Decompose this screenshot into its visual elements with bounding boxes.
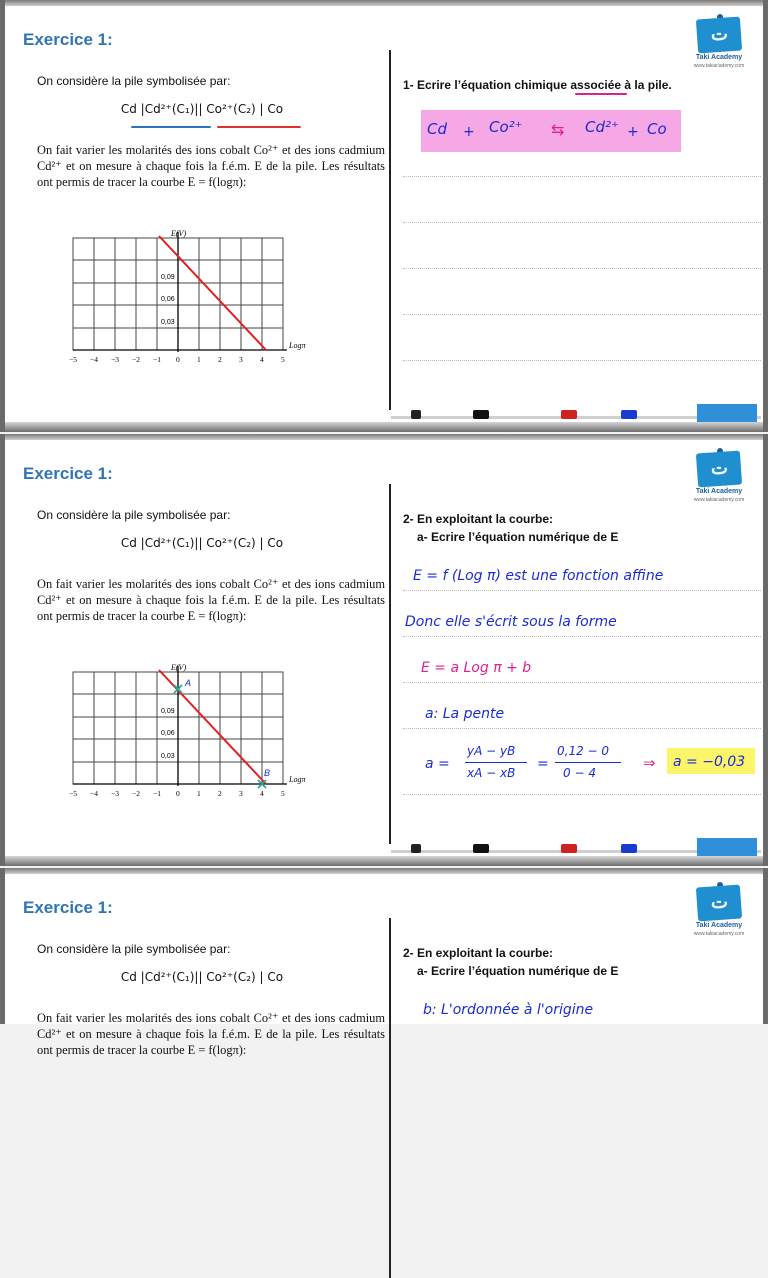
- pen-icon: [621, 410, 637, 419]
- slide-3[interactable]: [0, 868, 768, 1057]
- pen-icon: [561, 410, 577, 419]
- slide-frame-top: [5, 0, 763, 6]
- cell-notation: Cd |Cd²⁺(C₁)|| Co²⁺(C₂) | Co: [120, 970, 284, 984]
- slide-frame-bottom: [5, 856, 763, 866]
- logo-brand: Taki Academy: [695, 922, 743, 929]
- pen-icon: [411, 410, 421, 419]
- answer-equals: =: [537, 756, 549, 772]
- eq-co-ion: Co²⁺: [489, 118, 523, 136]
- intro-text: On considère la pile symbolisée par:: [37, 74, 231, 88]
- fraction-1-denominator: xA − xB: [467, 766, 516, 780]
- fraction-2-bar: [555, 762, 621, 763]
- x-tick: −1: [153, 789, 161, 798]
- ruled-line: [403, 314, 761, 315]
- marker-box-icon: [697, 404, 757, 422]
- x-tick: 1: [197, 355, 201, 364]
- x-tick: 2: [218, 355, 222, 364]
- eq-arrow: ⇆: [551, 120, 565, 139]
- slide-title: Exercice 1:: [23, 30, 113, 49]
- eq-cd: Cd: [427, 120, 447, 138]
- x-tick: −3: [111, 355, 119, 364]
- y-tick-0-06: 0,06: [161, 730, 175, 737]
- logo-glyph: ت: [711, 458, 728, 478]
- x-tick: −2: [132, 789, 140, 798]
- eq-co: Co: [647, 120, 667, 138]
- underline-red: [217, 126, 301, 128]
- x-tick: −5: [69, 355, 77, 364]
- x-tick: −1: [153, 355, 161, 364]
- logo-glyph: ت: [711, 24, 728, 44]
- x-tick: 4: [260, 789, 264, 798]
- x-tick: −4: [90, 789, 98, 798]
- cell-notation: Cd |Cd²⁺(C₁)|| Co²⁺(C₂) | Co: [120, 102, 284, 116]
- answer-line-2: Donc elle s'écrit sous la forme: [405, 614, 617, 630]
- ruled-line: [403, 222, 761, 223]
- slide-title: Exercice 1:: [23, 898, 113, 917]
- fraction-2-numerator: 0,12 − 0: [557, 744, 610, 758]
- logo-glyph: ت: [711, 892, 728, 912]
- answer-line-b: b: L'ordonnée à l'origine: [423, 1002, 594, 1018]
- answer-a-label: a =: [425, 756, 450, 772]
- y-tick-0-06: 0,06: [161, 296, 175, 303]
- intro-text: On considère la pile symbolisée par:: [37, 942, 231, 956]
- y-axis-label: E(V): [171, 663, 187, 672]
- x-tick: 3: [239, 789, 243, 798]
- intro-text: On considère la pile symbolisée par:: [37, 508, 231, 522]
- answer-result: a = −0,03: [673, 754, 746, 770]
- ruled-line: [403, 176, 761, 177]
- question-2: 2- En exploitant la courbe:: [403, 946, 554, 960]
- x-axis-label: Logπ: [289, 775, 306, 784]
- slide-frame-top: [5, 434, 763, 440]
- x-tick: −3: [111, 789, 119, 798]
- pen-icon: [473, 410, 489, 419]
- question-2: 2- En exploitant la courbe:: [403, 512, 554, 526]
- eq-plus: +: [627, 124, 639, 140]
- y-tick-0-09: 0,09: [161, 708, 175, 715]
- y-tick-0-03: 0,03: [161, 319, 175, 326]
- x-tick: 5: [281, 789, 285, 798]
- underline-blue: [131, 126, 211, 128]
- x-tick: −4: [90, 355, 98, 364]
- slide-title: Exercice 1:: [23, 464, 113, 483]
- pen-icon: [473, 844, 489, 853]
- ruled-line: [403, 682, 761, 683]
- pen-icon: [621, 844, 637, 853]
- y-axis-label: E(V): [171, 229, 187, 238]
- taki-academy-logo: [689, 448, 749, 506]
- ruled-line: [403, 728, 761, 729]
- problem-paragraph: On fait varier les molarités des ions cobalt Co²⁺ et des ions cadmium Cd²⁺ et on mesure à chaque fois la f.é.m. E de la pile. Les résultats ont permis de tracer la courbe E = f(logπ):: [37, 143, 385, 189]
- slide-1[interactable]: [0, 0, 768, 432]
- pen-icon: [561, 844, 577, 853]
- x-tick: 5: [281, 355, 285, 364]
- underline-pink: [575, 93, 627, 95]
- y-tick-0-03: 0,03: [161, 753, 175, 760]
- cell-notation: Cd |Cd²⁺(C₁)|| Co²⁺(C₂) | Co: [120, 536, 284, 550]
- answer-line-1: E = f (Log π) est une fonction affine: [413, 568, 664, 584]
- question-2a: a- Ecrire l’équation numérique de E: [417, 964, 619, 978]
- logo-site: www.takiacademy.com: [693, 931, 745, 937]
- taki-academy-logo: [689, 882, 749, 940]
- x-tick: 4: [260, 355, 264, 364]
- eq-plus: +: [463, 124, 475, 140]
- e-vs-logpi-graph: [61, 662, 306, 804]
- ruled-line: [403, 590, 761, 591]
- pen-icon: [411, 844, 421, 853]
- question-1: 1- Ecrire l’équation chimique associée à la pile.: [403, 78, 672, 92]
- problem-paragraph: On fait varier les molarités des ions cobalt Co²⁺ et des ions cadmium Cd²⁺ et on mesure à chaque fois la f.é.m. E de la pile. Les résultats ont permis de tracer la courbe E = f(logπ):: [37, 577, 385, 623]
- e-vs-logpi-graph: [61, 228, 306, 370]
- problem-paragraph: On fait varier les molarités des ions cobalt Co²⁺ et des ions cadmium Cd²⁺ et on mesure à chaque fois la f.é.m. E de la pile. Les résultats ont permis de tracer la courbe E = f(logπ):: [37, 1011, 385, 1057]
- marker-box-icon: [697, 838, 757, 856]
- slide-2[interactable]: [0, 434, 768, 866]
- question-2a: a- Ecrire l’équation numérique de E: [417, 530, 619, 544]
- column-divider: [389, 918, 391, 1278]
- column-divider: [389, 484, 391, 844]
- fraction-2-denominator: 0 − 4: [563, 766, 596, 780]
- logo-site: www.takiacademy.com: [693, 63, 745, 69]
- answer-line-3: E = a Log π + b: [421, 660, 532, 676]
- logo-site: www.takiacademy.com: [693, 497, 745, 503]
- point-a-label: A: [185, 678, 192, 688]
- ruled-line: [403, 268, 761, 269]
- x-tick: 0: [176, 789, 180, 798]
- x-tick: 3: [239, 355, 243, 364]
- graph-2: [61, 662, 306, 809]
- x-tick: 1: [197, 789, 201, 798]
- x-axis-label: Logπ: [289, 341, 306, 350]
- implies-arrow: ⇒: [643, 754, 656, 772]
- logo-brand: Taki Academy: [695, 54, 743, 61]
- x-tick: −5: [69, 789, 77, 798]
- graph-1: [61, 228, 306, 375]
- ruled-line: [403, 636, 761, 637]
- x-tick: 0: [176, 355, 180, 364]
- fraction-1-numerator: yA − yB: [467, 744, 516, 758]
- answer-line-4: a: La pente: [425, 706, 505, 722]
- slide-frame-top: [5, 868, 763, 874]
- eq-cd-ion: Cd²⁺: [585, 118, 619, 136]
- x-tick: −2: [132, 355, 140, 364]
- x-tick: 2: [218, 789, 222, 798]
- slide-frame-bottom: [5, 422, 763, 432]
- fraction-1-bar: [465, 762, 527, 763]
- column-divider: [389, 50, 391, 410]
- ruled-line: [403, 360, 761, 361]
- y-tick-0-09: 0,09: [161, 274, 175, 281]
- point-b-label: B: [264, 768, 271, 778]
- ruled-line: [403, 794, 761, 795]
- taki-academy-logo: [689, 14, 749, 72]
- logo-brand: Taki Academy: [695, 488, 743, 495]
